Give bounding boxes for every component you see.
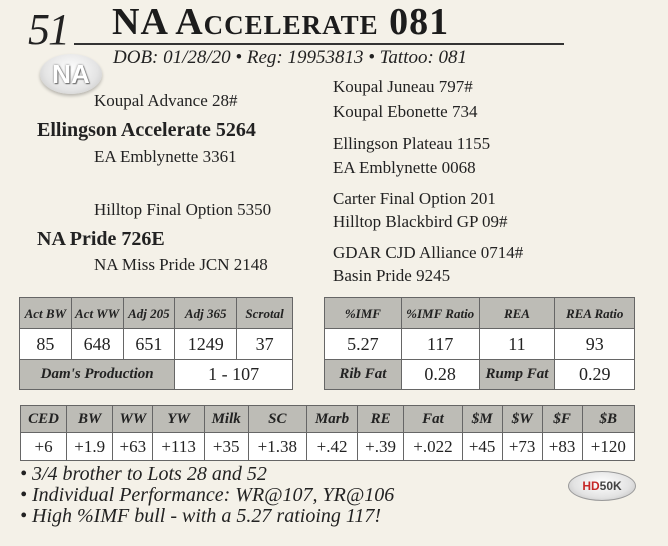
dam-sire: Hilltop Final Option 5350 xyxy=(94,200,272,219)
epd-table xyxy=(20,405,635,461)
epd-value: +.022 xyxy=(404,433,462,461)
perf-value: 648 xyxy=(71,329,123,360)
carcass-header: %IMF xyxy=(325,298,402,329)
epd-value: +35 xyxy=(204,433,248,461)
epd-header: RE xyxy=(358,406,404,433)
rib-fat-value: 0.28 xyxy=(401,360,479,390)
prefix-logo: NA xyxy=(40,54,102,94)
dam: NA Pride 726E xyxy=(37,228,165,250)
dams-production-value: 1 - 107 xyxy=(175,360,293,390)
perf-header: Act WW xyxy=(71,298,123,329)
perf-header: Adj 365 xyxy=(175,298,237,329)
perf-header: Scrotal xyxy=(237,298,293,329)
badge-hd-text: HD xyxy=(582,479,600,493)
perf-header: Act BW xyxy=(20,298,72,329)
ped-sssd: Koupal Ebonette 734 xyxy=(333,102,478,121)
sire-sire: Koupal Advance 28# xyxy=(94,91,238,110)
note-item: • Individual Performance: WR@107, YR@106 xyxy=(20,484,395,506)
epd-header: Fat xyxy=(404,406,462,433)
epd-header: Marb xyxy=(307,406,358,433)
badge-50k-text: 50K xyxy=(599,479,622,493)
carcass-value: 11 xyxy=(479,329,555,360)
lot-number: 51 xyxy=(28,5,68,54)
carcass-header: REA xyxy=(479,298,555,329)
epd-header: $F xyxy=(542,406,582,433)
epd-value: +6 xyxy=(21,433,67,461)
epd-header: $B xyxy=(582,406,634,433)
epd-value: +73 xyxy=(502,433,542,461)
carcass-table xyxy=(324,297,635,390)
perf-value: 85 xyxy=(20,329,72,360)
carcass-header: REA Ratio xyxy=(555,298,635,329)
animal-name: NA Accelerate 081 xyxy=(112,1,450,43)
epd-header: YW xyxy=(153,406,204,433)
ped-ssds: Ellingson Plateau 1155 xyxy=(333,134,491,153)
rib-fat-label: Rib Fat xyxy=(325,360,402,390)
performance-table xyxy=(19,297,293,390)
dams-production-label: Dam's Production xyxy=(20,360,175,390)
epd-header: Milk xyxy=(204,406,248,433)
sire-dam: EA Emblynette 3361 xyxy=(94,147,237,166)
dam-dam: NA Miss Pride JCN 2148 xyxy=(94,255,268,274)
ped-ssdd: EA Emblynette 0068 xyxy=(333,158,476,177)
hd50k-badge xyxy=(568,471,636,501)
epd-value: +45 xyxy=(462,433,502,461)
ped-dssd: Hilltop Blackbird GP 09# xyxy=(333,212,508,231)
epd-header: WW xyxy=(113,406,153,433)
epd-value: +1.9 xyxy=(67,433,113,461)
ped-dsss: Carter Final Option 201 xyxy=(333,189,496,208)
carcass-value: 117 xyxy=(401,329,479,360)
epd-value: +120 xyxy=(582,433,634,461)
epd-value: +83 xyxy=(542,433,582,461)
epd-value: +.39 xyxy=(358,433,404,461)
sire: Ellingson Accelerate 5264 xyxy=(37,119,256,141)
perf-value: 651 xyxy=(123,329,175,360)
epd-value: +.42 xyxy=(307,433,358,461)
perf-header: Adj 205 xyxy=(123,298,175,329)
ped-ssss: Koupal Juneau 797# xyxy=(333,77,473,96)
epd-header: $M xyxy=(462,406,502,433)
carcass-value: 5.27 xyxy=(325,329,402,360)
animal-details: DOB: 01/28/20 • Reg: 19953813 • Tattoo: 081 xyxy=(113,47,468,68)
note-item: • High %IMF bull - with a 5.27 ratioing 117! xyxy=(20,505,382,527)
perf-value: 1249 xyxy=(175,329,237,360)
rump-fat-value: 0.29 xyxy=(555,360,635,390)
epd-value: +113 xyxy=(153,433,204,461)
epd-header: $W xyxy=(502,406,542,433)
epd-header: BW xyxy=(67,406,113,433)
carcass-header: %IMF Ratio xyxy=(401,298,479,329)
notes-list xyxy=(20,464,394,527)
epd-value: +63 xyxy=(113,433,153,461)
rump-fat-label: Rump Fat xyxy=(479,360,555,390)
title-divider xyxy=(74,43,564,45)
epd-header: SC xyxy=(248,406,306,433)
ped-ddss: GDAR CJD Alliance 0714# xyxy=(333,243,524,262)
carcass-value: 93 xyxy=(555,329,635,360)
epd-value: +1.38 xyxy=(248,433,306,461)
ped-ddsd: Basin Pride 9245 xyxy=(333,266,451,285)
perf-value: 37 xyxy=(237,329,293,360)
note-item: • 3/4 brother to Lots 28 and 52 xyxy=(20,463,267,485)
epd-header: CED xyxy=(21,406,67,433)
